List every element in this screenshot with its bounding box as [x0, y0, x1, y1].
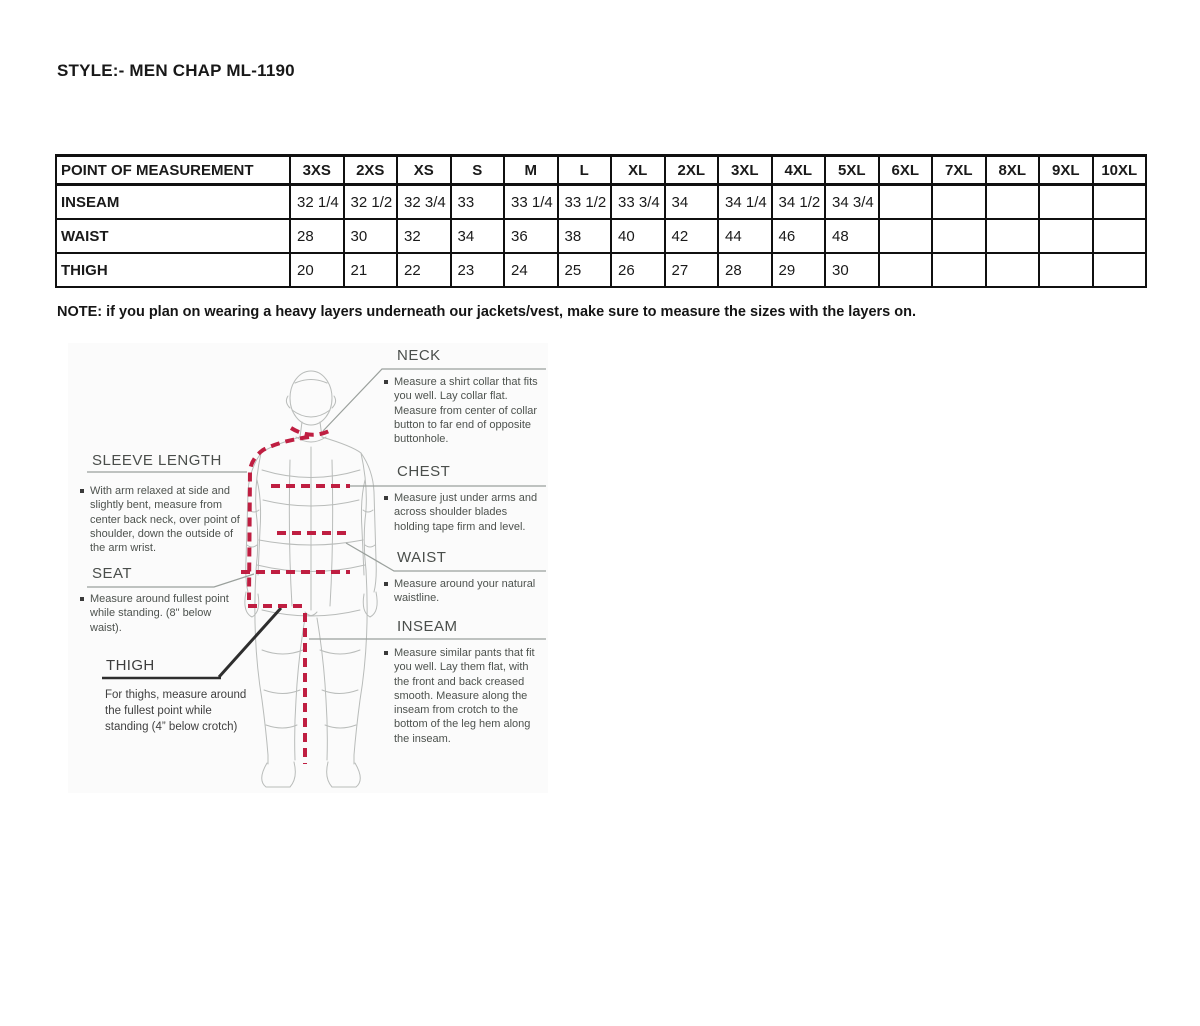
measurement-row-label: WAIST — [56, 219, 290, 253]
size-chart-cell: 48 — [825, 219, 879, 253]
neck-description: Measure a shirt collar that fits you well. Lay collar flat. Measure from center of collar button to far end of opposite buttonhole. — [394, 376, 538, 446]
size-chart-cell: 34 — [451, 219, 505, 253]
size-chart-cell: 27 — [665, 253, 719, 287]
size-column-header: 8XL — [986, 156, 1040, 185]
note-text: NOTE: if you plan on wearing a heavy layers underneath our jackets/vest, make sure to measure the sizes with the layers on. — [57, 304, 917, 320]
size-chart-cell: 44 — [718, 219, 772, 253]
waist-title: WAIST — [397, 549, 447, 566]
sleeve-length-description: With arm relaxed at side and slightly bent, measure from center back neck, over point of shoulder, down the outside of the arm wrist. — [90, 485, 240, 555]
seat-description: Measure around fullest point while standing. (8" below waist). — [90, 593, 229, 634]
inseam-title: INSEAM — [397, 618, 458, 635]
size-chart-cell: 28 — [290, 219, 344, 253]
size-chart-cell — [932, 185, 986, 220]
size-chart-cell: 23 — [451, 253, 505, 287]
thigh-section-desc — [105, 687, 257, 735]
chest-description: Measure just under arms and across shoulder blades holding tape firm and level. — [394, 492, 538, 533]
size-chart-cell: 25 — [558, 253, 612, 287]
sleeve-length-title: SLEEVE LENGTH — [92, 452, 222, 469]
size-chart-cell: 42 — [665, 219, 719, 253]
size-column-header: 7XL — [932, 156, 986, 185]
size-column-header: 2XL — [665, 156, 719, 185]
size-column-header: 5XL — [825, 156, 879, 185]
measurement-row-label: THIGH — [56, 253, 290, 287]
bullet-square-icon — [80, 597, 84, 601]
size-column-header: L — [558, 156, 612, 185]
size-chart-cell — [1093, 219, 1147, 253]
size-chart-cell: 33 1/4 — [504, 185, 558, 220]
size-chart-cell: 26 — [611, 253, 665, 287]
size-chart-body — [56, 185, 1146, 288]
size-chart-cell: 33 1/2 — [558, 185, 612, 220]
thigh-title: THIGH — [106, 657, 155, 674]
sleeve-section-desc — [80, 484, 248, 555]
neck-section-title — [397, 347, 441, 364]
size-chart-cell — [986, 253, 1040, 287]
size-column-header: S — [451, 156, 505, 185]
size-chart-cell: 32 1/2 — [344, 185, 398, 220]
bullet-square-icon — [80, 489, 84, 493]
size-chart-cell — [986, 219, 1040, 253]
size-chart-cell: 24 — [504, 253, 558, 287]
neck-title: NECK — [397, 347, 441, 364]
size-column-header: 6XL — [879, 156, 933, 185]
size-chart-cell: 20 — [290, 253, 344, 287]
size-chart-cell: 28 — [718, 253, 772, 287]
size-chart-cell: 34 — [665, 185, 719, 220]
size-chart-cell: 30 — [825, 253, 879, 287]
size-chart-cell: 38 — [558, 219, 612, 253]
size-chart-table — [55, 154, 1147, 288]
size-chart-cell — [932, 219, 986, 253]
chest-section-desc — [384, 491, 544, 534]
bullet-square-icon — [384, 380, 388, 384]
measurement-guide — [68, 343, 548, 793]
inseam-section-title — [397, 618, 458, 635]
size-column-header: 3XS — [290, 156, 344, 185]
sleeve-section-title — [92, 452, 222, 469]
sleeve-measure-line — [249, 437, 309, 600]
thigh-section-title — [106, 657, 155, 674]
size-column-header: 2XS — [344, 156, 398, 185]
size-chart-cell: 46 — [772, 219, 826, 253]
size-column-header: 4XL — [772, 156, 826, 185]
chest-title: CHEST — [397, 463, 451, 480]
size-column-header: 10XL — [1093, 156, 1147, 185]
waist-section-title — [397, 549, 446, 566]
size-chart-cell: 36 — [504, 219, 558, 253]
chest-section-title — [397, 463, 450, 480]
size-chart-row — [56, 185, 1146, 220]
seat-title: SEAT — [92, 565, 133, 582]
size-chart-cell — [879, 219, 933, 253]
measurement-row-label: INSEAM — [56, 185, 290, 220]
thigh-description: For thighs, measure around the fullest point while standing (4” below crotch) — [105, 689, 247, 734]
waist-section-desc — [384, 577, 542, 606]
bullet-square-icon — [384, 582, 388, 586]
waist-description: Measure around your natural waistline. — [394, 578, 536, 605]
size-chart-cell: 33 3/4 — [611, 185, 665, 220]
size-chart-cell: 34 1/2 — [772, 185, 826, 220]
size-chart-cell — [879, 253, 933, 287]
neck-section-desc — [384, 375, 542, 446]
size-chart-cell — [1039, 219, 1093, 253]
inseam-description: Measure similar pants that fit you well. Lay them flat, with the front and back creased smooth. Measure along the inseam from crotch to the bottom of the leg hem along the inseam. — [394, 647, 535, 745]
size-chart-cell — [879, 185, 933, 220]
seat-section-title — [92, 565, 132, 582]
size-chart-cell — [1039, 253, 1093, 287]
size-chart-cell: 21 — [344, 253, 398, 287]
size-column-header: XS — [397, 156, 451, 185]
size-column-header: M — [504, 156, 558, 185]
size-chart-row — [56, 219, 1146, 253]
size-chart-cell: 32 — [397, 219, 451, 253]
size-chart-cell: 40 — [611, 219, 665, 253]
size-chart-cell: 34 3/4 — [825, 185, 879, 220]
bullet-square-icon — [384, 496, 388, 500]
size-chart-cell: 32 3/4 — [397, 185, 451, 220]
size-chart-cell: 22 — [397, 253, 451, 287]
size-column-header: 3XL — [718, 156, 772, 185]
size-chart-cell: 29 — [772, 253, 826, 287]
size-chart-cell — [1093, 253, 1147, 287]
size-chart-cell: 32 1/4 — [290, 185, 344, 220]
page-title: STYLE:- MEN CHAP ML-1190 — [57, 61, 295, 80]
bullet-square-icon — [384, 651, 388, 655]
size-chart-header-row — [56, 156, 1146, 185]
size-chart-cell: 34 1/4 — [718, 185, 772, 220]
neck-measure-line — [291, 428, 333, 435]
size-column-header: XL — [611, 156, 665, 185]
size-chart-row — [56, 253, 1146, 287]
size-chart-cell — [1093, 185, 1147, 220]
size-column-header: 9XL — [1039, 156, 1093, 185]
size-chart-cell — [1039, 185, 1093, 220]
seat-section-desc — [80, 592, 230, 635]
inseam-section-desc — [384, 646, 546, 746]
size-chart-header-pom: POINT OF MEASUREMENT — [56, 156, 290, 185]
size-chart-cell — [986, 185, 1040, 220]
size-chart-cell: 33 — [451, 185, 505, 220]
size-chart-cell — [932, 253, 986, 287]
size-chart-cell: 30 — [344, 219, 398, 253]
